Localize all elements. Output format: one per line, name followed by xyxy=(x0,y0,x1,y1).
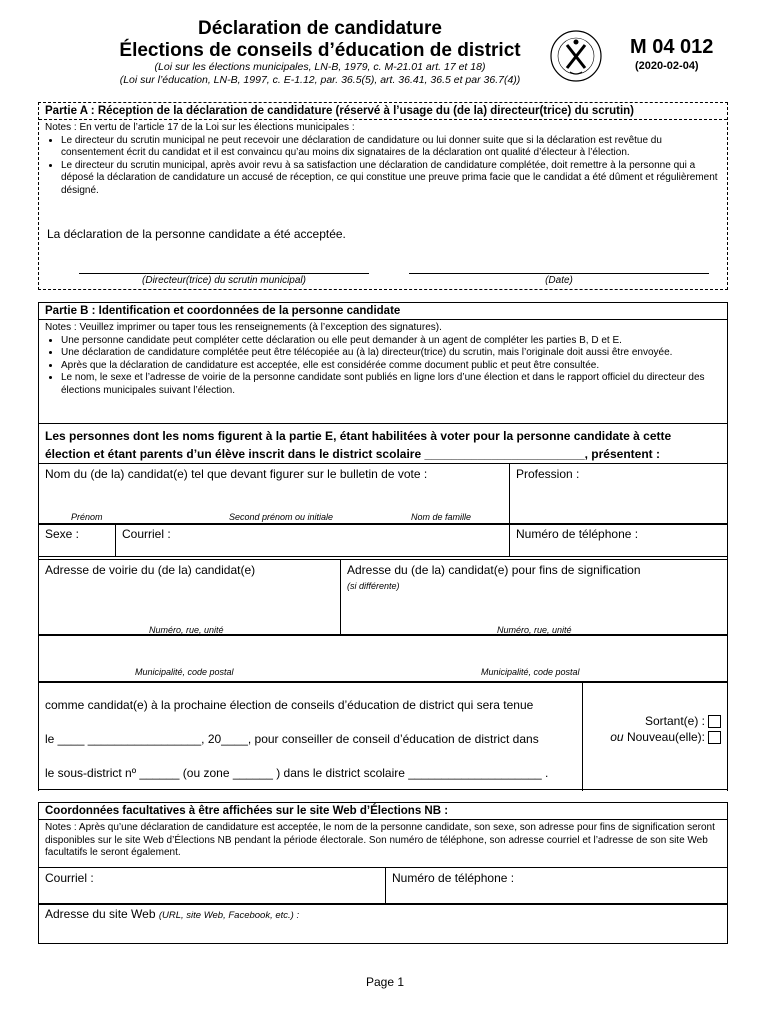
incumbent-status xyxy=(582,681,728,791)
page-number: Page 1 xyxy=(365,975,405,989)
street-number-label: Numéro, rue, unité xyxy=(149,625,224,635)
candidate-name-label: Nom du (de la) candidat(e) tel que devant figurer sur le bulletin de vote : xyxy=(45,467,428,481)
website-hint: (URL, site Web, Facebook, etc.) : xyxy=(158,910,300,921)
law-reference-2: (Loi sur l’éducation, LN-B, 1997, c. E-1.12, par. 36.5(5), art. 36.41, 36.5 et par 36.7(4)) xyxy=(119,74,521,86)
nomination-statement xyxy=(39,423,727,466)
street-municipality-label: Municipalité, code postal xyxy=(135,667,234,677)
last-name-label: Nom de famille xyxy=(411,512,472,522)
election-line-3[interactable]: le sous-district nº ______ (ou zone ______ ) dans le district scolaire ____________________ . xyxy=(45,766,549,780)
web-phone-label: Numéro de téléphone : xyxy=(392,871,515,885)
part-b-bullet: • Une déclaration de candidature complétée peut être télécopiée au (à la) directeur(trice) du scrutin, mais l’originale doit aussi être envoyée. xyxy=(61,347,721,360)
email-field[interactable] xyxy=(115,523,510,557)
part-b-bullet: • Une personne candidate peut compléter cette déclaration ou elle peut demander à un agent de compléter les parties B, D et E. xyxy=(61,335,721,348)
service-address-label: Adresse du (de la) candidat(e) pour fins de signification xyxy=(347,563,641,577)
web-info-section xyxy=(38,802,728,944)
part-a-bullet: • Le directeur du scrutin municipal ne peut recevoir une déclaration de candidature ou lui donner suite que si la déclaration est revêtue du consentement écrit du candidat et il est convaincu qu’au moins dix signataires de la déclaration ont qualité d’électeur à l’élection. xyxy=(61,135,721,160)
incumbent-option xyxy=(645,714,721,728)
phone-label: Numéro de téléphone : xyxy=(516,527,639,541)
service-address-field[interactable] xyxy=(340,559,728,635)
elections-nb-logo xyxy=(548,28,604,84)
incumbent-checkbox[interactable] xyxy=(708,715,721,728)
part-b-bullet: • Le nom, le sexe et l’adresse de voirie de la personne candidate sont publiés en ligne lors d’une élection et dans le rapport officiel du directeur des élections municipales suivant l’élection. xyxy=(61,372,721,397)
election-details xyxy=(38,681,583,791)
middle-name-label: Second prénom ou initiale xyxy=(229,512,334,522)
if-different-label: (si différente) xyxy=(347,581,400,591)
part-b-notes-intro: Notes : Veuillez imprimer ou taper tous les renseignements (à l’exception des signatures). xyxy=(45,322,442,333)
part-b-heading: Partie B : Identification et coordonnées de la personne candidate xyxy=(39,303,727,320)
part-b-section xyxy=(38,302,728,790)
new-candidate-checkbox[interactable] xyxy=(708,731,721,744)
email-label: Courriel : xyxy=(122,527,171,541)
new-candidate-option xyxy=(610,730,721,744)
returning-officer-signature-label: (Directeur(trice) du scrutin municipal) xyxy=(142,275,306,286)
service-municipality-label: Municipalité, code postal xyxy=(481,667,580,677)
law-reference-1: (Loi sur les élections municipales, LN-B, 1979, c. M-21.01 art. 17 et 18) xyxy=(154,61,486,73)
part-a-notes xyxy=(39,120,727,199)
part-a-section xyxy=(38,102,728,290)
street-address-label: Adresse de voirie du (de la) candidat(e) xyxy=(45,563,256,577)
election-line-2[interactable]: le ____ _________________, 20____, pour conseiller de conseil d’éducation de district dans xyxy=(45,732,539,746)
form-subtitle: Élections de conseils d’éducation de district xyxy=(119,40,521,61)
part-a-bullet: • Le directeur du scrutin municipal, après avoir revu à sa satisfaction une déclaration de candidature complétée, doit remettre à la personne qui a déposé la déclaration de candidature un accusé de réception, ce qui constitue une preuve prima facie que le candidat a été dûment et régulièrement désigné. xyxy=(61,160,721,198)
statement-line-2: élection et étant parents d’un élève inscrit dans le district scolaire ________________________, présentent : xyxy=(45,447,660,461)
new-candidate-label: Nouveau(elle): xyxy=(626,730,705,744)
web-heading: Coordonnées facultatives à être affichées sur le site Web d’Élections NB : xyxy=(39,803,727,820)
sex-label: Sexe : xyxy=(45,527,80,541)
part-b-notes xyxy=(39,320,727,399)
date-label: (Date) xyxy=(545,275,573,286)
part-b-bullet: • Après que la déclaration de candidature est acceptée, elle est considérée comme document public et peut être consultée. xyxy=(61,360,721,373)
form-title: Déclaration de candidature xyxy=(198,18,442,39)
form-number: M 04 012 xyxy=(630,36,714,58)
phone-field[interactable] xyxy=(509,523,728,557)
web-email-label: Courriel : xyxy=(45,871,94,885)
part-a-heading: Partie A : Réception de la déclaration de candidature (réservé à l’usage du (de la) directeur(trice) du scrutin) xyxy=(39,103,727,120)
or-label: ou xyxy=(610,730,624,744)
website-label: Adresse du site Web xyxy=(45,907,156,921)
statement-line-1: Les personnes dont les noms figurent à la partie E, étant habilitées à voter pour la personne candidate à cette xyxy=(45,429,672,443)
web-email-field[interactable] xyxy=(38,867,386,905)
profession-field[interactable] xyxy=(509,463,728,525)
form-date: (2020-02-04) xyxy=(635,60,699,72)
website-field[interactable] xyxy=(38,903,728,944)
incumbent-label: Sortant(e) : xyxy=(644,714,705,728)
web-notes: Notes : Après qu’une déclaration de candidature est acceptée, le nom de la personne candidate, son sexe, son adresse pour fins de signification seront disponibles sur le site Web d’Élections NB pendant la période électorale. Son numéro de téléphone, son adresse courriel et l’adresse de son site Web facultatifs le seront également. xyxy=(45,822,715,858)
web-phone-field[interactable] xyxy=(385,867,728,905)
street-address-field[interactable] xyxy=(38,559,341,635)
accepted-statement: La déclaration de la personne candidate a été acceptée. xyxy=(47,227,346,241)
part-a-notes-intro: Notes : En vertu de l’article 17 de la Loi sur les élections municipales : xyxy=(45,122,355,133)
service-number-label: Numéro, rue, unité xyxy=(497,625,572,635)
profession-label: Profession : xyxy=(516,467,580,481)
first-name-label: Prénom xyxy=(71,512,103,522)
election-line-1: comme candidat(e) à la prochaine élection de conseils d’éducation de district qui sera tenue xyxy=(45,698,534,712)
sex-field[interactable] xyxy=(38,523,116,557)
